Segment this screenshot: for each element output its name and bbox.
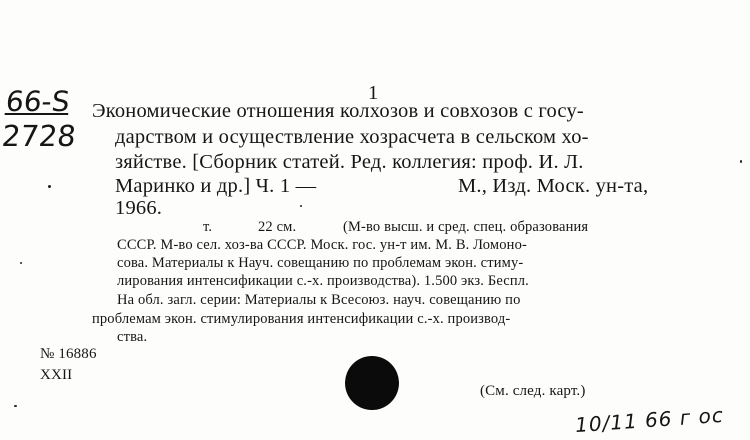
shelf-mark-line-1: 66-S — [4, 85, 72, 118]
notes-line-7: ства. — [117, 329, 148, 345]
notes-size: 22 см. — [258, 219, 297, 235]
record-number: № 16886 — [40, 346, 97, 362]
continuation-note: (См. след. карт.) — [480, 383, 586, 399]
notes-line-1: (М-во высш. и сред. спец. образования — [343, 219, 589, 235]
shelf-mark-line-2: 2728 — [0, 119, 78, 153]
speck — [20, 262, 22, 264]
title-line-4a: Маринко и др.] Ч. 1 — — [115, 175, 317, 197]
title-line-2: дарством и осуществление хозрасчета в сельском хо- — [115, 126, 589, 148]
title-line-4b: М., Изд. Моск. ун-та, — [458, 175, 649, 197]
notes-line-4: лирования интенсификации с.-х. производства). 1.500 экз. Беспл. — [117, 273, 529, 289]
notes-line-5: На обл. загл. серии: Материалы к Всесоюз. науч. совещанию по — [117, 292, 521, 308]
notes-pages: т. — [203, 219, 213, 235]
notes-line-2: СССР. М-во сел. хоз-ва СССР. Моск. гос. ун-т им. М. В. Ломоно- — [117, 237, 527, 253]
speck — [14, 405, 17, 407]
punch-hole — [345, 356, 399, 410]
roman-numeral: XXII — [40, 367, 73, 383]
speck — [300, 205, 302, 207]
card-top-mark: 1 — [368, 82, 379, 104]
notes-line-3: сова. Материалы к Науч. совещанию по проблемам экон. стиму- — [117, 255, 524, 271]
title-line-1: Экономические отношения колхозов и совхозов с госу- — [92, 100, 584, 122]
speck — [48, 185, 51, 188]
notes-line-6: проблемам экон. стимулирования интенсификации с.-х. производ- — [92, 311, 511, 327]
title-line-3: зяйстве. [Сборник статей. Ред. коллегия: проф. И. Л. — [115, 151, 584, 173]
speck — [740, 160, 742, 163]
handwritten-note: 10/11 66 г ос — [574, 402, 725, 438]
title-line-5: 1966. — [115, 197, 163, 219]
